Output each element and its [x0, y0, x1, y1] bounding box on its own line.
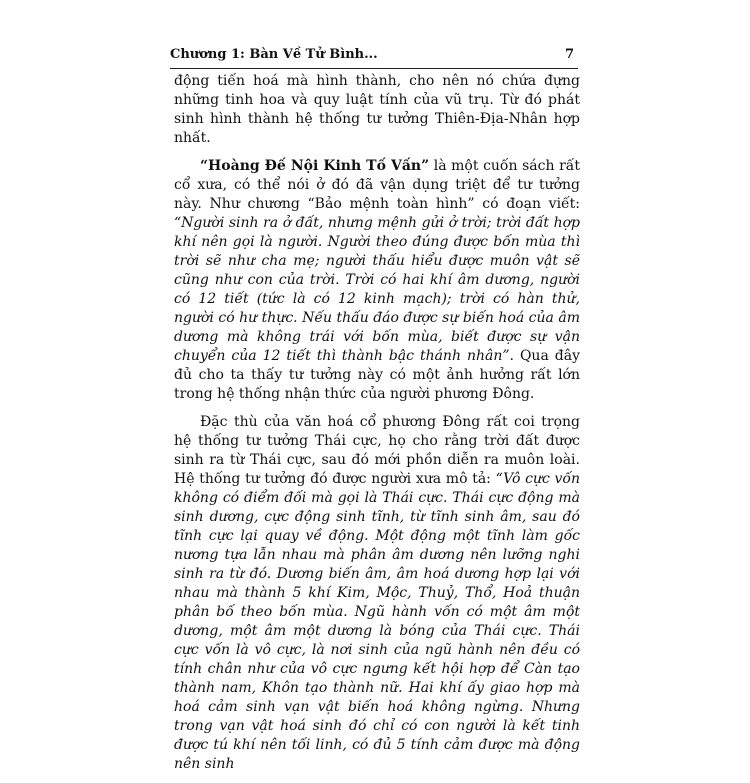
paragraph-2: [174, 157, 580, 404]
chapter-title: Chương 1: Bàn Về Tử Bình...: [170, 47, 378, 62]
running-header: [170, 44, 578, 69]
paragraph-1-text: động tiến hoá mà hình thành, cho nên nó chứa đựng những tinh hoa và quy luật tính của vũ trụ. Từ đó phát sinh hình thành hệ thống tư tưởng Thiên-Địa-Nhân hợp nhất.: [174, 73, 580, 146]
book-title: “Hoàng Đế Nội Kinh Tố Vấn”: [200, 158, 430, 174]
paragraph-2-text-b: . Qua đây đủ cho ta thấy tư tưởng này có một ảnh hưởng rất lớn trong hệ thống nhận thức của người phương Đông.: [174, 348, 580, 402]
paragraph-3-quote: “Vô cực vốn không có điểm đối mà gọi là Thái cực. Thái cực động mà sinh dương, cực động sinh tĩnh, từ tĩnh sinh âm, sau đó tĩnh cực lại quay về động. Một động một tĩnh làm gốc nương tựa lẫn nhau mà phân âm dương nên lưỡng nghi sinh ra từ đó. Dương biến âm, âm hoá dương hợp lại với nhau mà thành 5 khí Kim, Mộc, Thuỷ, Thổ, Hoả thuận phân bố theo bốn mùa. Ngũ hành vốn có một âm một dương, một âm một dương là bóng của Thái cực. Thái cực vốn là vô cực, là nơi sinh của ngũ hành nên đều có tính chân như của vô cực ngưng kết hội hợp để Càn tạo thành nam, Khôn tạo thành nữ. Hai khí ấy giao hợp mà hoá cảm sinh vạn vật biến hoá không ngừng. Nhưng trong vạn vật hoá sinh đó chỉ có con người là kết tinh được tú khí nên tối linh, có đủ 5 tính cảm được mà động nên sinh: [174, 471, 580, 772]
page-number: 7: [564, 47, 574, 62]
body-text: [174, 72, 580, 783]
paragraph-3-text-a: Đặc thù của văn hoá cổ phương Đông rất coi trọng hệ thống tư tưởng Thái cực, họ cho rằng trời đất được sinh ra từ Thái cực, sau đó mới phồn diễn ra muôn loài. Hệ thống tư tưởng đó được người xưa mô tả:: [174, 414, 580, 487]
paragraph-3: [174, 413, 580, 774]
paragraph-1: [174, 72, 580, 148]
paragraph-2-text-a: là một cuốn sách rất cổ xưa, có thể nói ở đó đã vận dụng triệt để tư tưởng này. Như chương “Bảo mệnh toàn hình” có đoạn viết:: [174, 158, 580, 212]
paragraph-2-quote: “Người sinh ra ở đất, nhưng mệnh gửi ở trời; trời đất hợp khí nên gọi là người. Người theo đúng được bốn mùa thì trời sẽ như cha mẹ; người thấu hiểu được muôn vật sẽ cũng như con của trời. Trời có hai khí âm dương, người có 12 tiết (tức là có 12 kinh mạch); trời có hàn thử, người có hư thực. Nếu thấu đáo được sự biến hoá của âm dương mà không trái với bốn mùa, biết được sự vận chuyển của 12 tiết thì thành bậc thánh nhân”: [174, 215, 580, 364]
